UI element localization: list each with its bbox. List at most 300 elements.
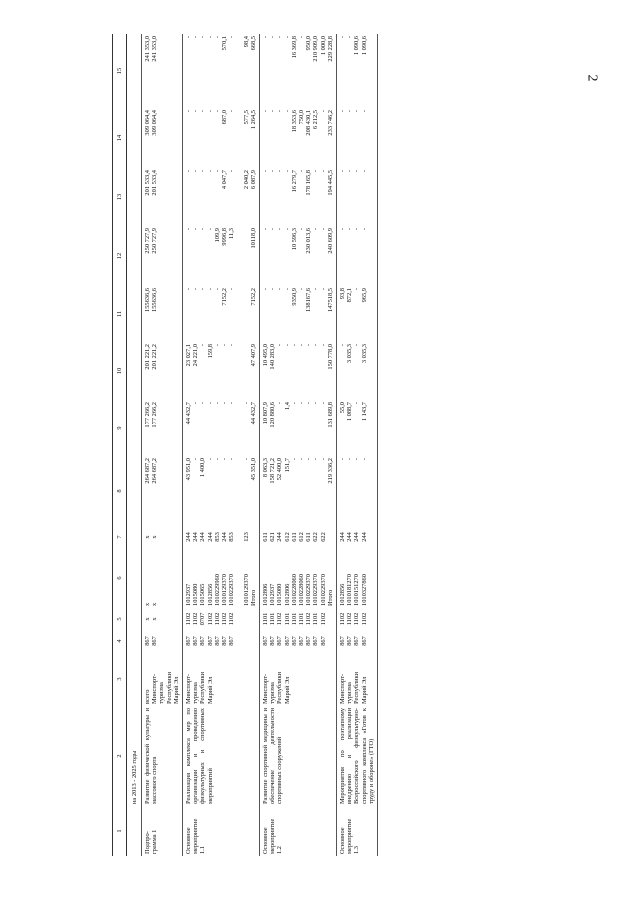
col-10-amount-line	[243, 344, 250, 398]
column-number-row	[113, 34, 127, 856]
col-14-amount	[260, 108, 337, 168]
activity-1-3-row	[337, 34, 378, 856]
col-12-amount-line: -	[298, 228, 306, 231]
rotated-table-wrapper	[112, 34, 532, 856]
col-15-amount-line: 1 090,6	[360, 36, 368, 56]
col-8-amount	[337, 456, 378, 526]
col-6-article-line	[235, 550, 242, 606]
col-11-amount-line: -	[276, 288, 284, 291]
col-5-section-line: 1101	[312, 612, 320, 626]
column-number-cell: 15	[113, 34, 127, 108]
col-11-amount-line: -	[312, 288, 320, 291]
col-10-amount-line: -	[298, 344, 306, 347]
col-10-amount-line	[235, 344, 242, 398]
col-7-type-line: 244	[360, 532, 368, 542]
col-10-amount-line: -	[221, 344, 229, 347]
col-7-type-line: 611	[305, 532, 313, 542]
col-11-amount	[183, 286, 260, 342]
col-4-code-line: 867	[283, 636, 291, 646]
col-5-section-line: 1101	[262, 612, 270, 626]
col-9-amount-line: 120 880,6	[269, 402, 277, 428]
col-6-article-line: 1012806	[283, 583, 291, 606]
col-5-section-line: 1102	[228, 612, 236, 626]
col-14-amount-line: -	[283, 110, 291, 113]
col-13-amount-line: 4 047,7	[221, 170, 229, 190]
col-8-amount-line: 264 687,2	[144, 458, 151, 484]
col-7-type-line: 622	[319, 532, 327, 542]
column-number-cell: 3	[113, 652, 127, 706]
col-15-amount-line: -	[185, 36, 193, 39]
col-12-amount-line	[243, 228, 250, 284]
col-14-amount-line: -	[276, 110, 284, 113]
col-10-amount-line: -	[353, 344, 361, 347]
col-9-amount-line: 177 266,2	[151, 402, 159, 428]
col-15-amount-line	[235, 36, 242, 106]
col-14-amount-line: -	[360, 110, 368, 113]
col-1-label-text: Подпро- грамма 1	[144, 829, 159, 854]
col-6-article-line: 1010181270	[346, 574, 354, 606]
col-15-amount-line: 241 353,0	[144, 36, 151, 62]
col-1-label	[183, 806, 260, 856]
col-6-article-line: 1012856	[206, 583, 214, 606]
col-10-amount	[183, 342, 260, 400]
col-4-code-line: 867	[221, 636, 229, 646]
col-5-section-line: 1102	[185, 612, 193, 626]
col-15-amount-line: 1 090,6	[353, 36, 361, 56]
col-15-amount-line: 570,1	[221, 36, 229, 51]
col-8-amount-line: -	[242, 458, 250, 461]
col-8-amount	[260, 456, 337, 526]
col-7-type-line: 123	[242, 532, 250, 542]
col-11-amount	[337, 286, 378, 342]
col-12-amount-line: -	[339, 228, 347, 231]
col-9-amount-line: -	[353, 402, 361, 405]
total-amount: 45 351,0	[249, 458, 257, 481]
col-6-article-line: 1015080	[276, 583, 284, 606]
column-number-cell: 4	[113, 630, 127, 652]
col-7-type-line: 244	[353, 532, 361, 542]
col-7-type-line: 244	[192, 532, 200, 542]
col-4-code-line: 867	[151, 636, 159, 646]
col-10-amount-line: -	[199, 344, 207, 347]
col-11-amount-line: -	[228, 288, 236, 291]
col-1-label-text: Основное мероприятие 1.2	[262, 818, 284, 854]
col-7-type	[142, 526, 183, 548]
col-14-amount	[142, 108, 183, 168]
col-2-name	[183, 706, 260, 806]
col-13-amount	[183, 168, 260, 226]
col-4-code-line: 867	[298, 636, 306, 646]
col-5-section-line: 1102	[192, 612, 200, 626]
col-6-article-line: 1015080	[192, 583, 200, 606]
col-13-amount-line: -	[339, 170, 347, 173]
col-15-amount-line: -	[262, 36, 270, 39]
col-4-code-line: 867	[228, 636, 236, 646]
col-13-amount-line: -	[283, 170, 291, 173]
column-number-cell: 7	[113, 526, 127, 548]
col-12-amount-line: -	[312, 228, 320, 231]
col-11-amount-line: 138167,6	[305, 288, 313, 312]
col-13-amount	[260, 168, 337, 226]
col-6-article-line: 1010229370	[228, 574, 236, 606]
col-13-amount-line: -	[353, 170, 361, 173]
col-8-amount-line: 43 951,0	[185, 458, 193, 481]
col-6-article	[183, 548, 260, 608]
col-5-section-line: 1101	[283, 612, 291, 626]
col-12-amount-line: -	[206, 228, 214, 231]
col-13-amount-line: -	[312, 170, 320, 173]
activity-1-1-row	[183, 34, 260, 856]
col-14-amount-line: -	[206, 110, 214, 113]
col-12-amount-line	[235, 228, 242, 284]
col-6-article-line: 1010129370	[242, 574, 250, 606]
col-5-section-line: х	[151, 617, 159, 621]
col-11-amount-line: -	[262, 288, 270, 291]
col-13-amount-line: -	[346, 170, 354, 173]
col-14-amount-line	[235, 110, 242, 166]
col-5-section-line: 1101	[298, 612, 306, 626]
column-number-cell: 5	[113, 608, 127, 630]
col-6-article-line: 1010327860	[360, 574, 368, 606]
col-8-amount-line: 52 400,0	[276, 458, 284, 481]
col-12-amount-line: 230 013,6	[305, 228, 313, 254]
col-7-type-line: 244	[221, 532, 229, 542]
col-14-amount-line: -	[353, 110, 361, 113]
total-amount: 47 407,9	[249, 344, 257, 367]
col-9-amount	[337, 400, 378, 456]
col-6-article	[142, 548, 183, 608]
col-15-amount-line: 16 369,8	[290, 36, 298, 59]
col-12-amount-line: -	[185, 228, 193, 231]
col-4-code-line: 867	[360, 636, 368, 646]
col-8-amount-line	[235, 458, 242, 524]
col-8-amount-line: -	[305, 458, 313, 461]
column-number-cell: 2	[113, 706, 127, 806]
itogo-label: Итого	[326, 589, 334, 606]
col-13-amount-line: 16 279,7	[290, 170, 298, 193]
col-5-section-line: 1101	[290, 612, 298, 626]
col-12-amount-line: -	[360, 228, 368, 231]
col-8-amount-line: -	[290, 458, 298, 461]
col-15-amount	[142, 34, 183, 108]
col-15-amount-line: -	[339, 36, 347, 39]
col-9-amount-line: -	[199, 402, 207, 405]
col-4-code-line: 867	[144, 636, 151, 646]
col-4-code-line: 867	[213, 636, 221, 646]
col-15-amount-line: -	[213, 36, 221, 39]
col-5-section	[337, 608, 378, 630]
col-10-amount-line: -	[319, 344, 327, 347]
col-6-article-line: х	[151, 602, 159, 606]
col-4-code-line: 867	[346, 636, 354, 646]
col-12-amount-line: 250 727,9	[144, 228, 151, 254]
col-11-amount-line: -	[269, 288, 277, 291]
col-4-code-line: 867	[262, 636, 270, 646]
col-8-amount-line: -	[339, 458, 347, 461]
col-13-amount-line: -	[213, 170, 221, 173]
col-12-amount-line: -	[346, 228, 354, 231]
col-8-amount-line: -	[346, 458, 354, 461]
col-3-executor	[142, 652, 183, 706]
col-15-amount-line: 950,0	[305, 36, 313, 51]
col-14-amount-line: -	[339, 110, 347, 113]
col-15-amount-line: -	[346, 36, 354, 39]
col-11-amount-line: 872,1	[346, 288, 354, 303]
col-6-article	[260, 548, 337, 608]
col-1-label-text: Основное мероприятие 1.3	[339, 818, 361, 854]
col-12-amount-line: 109,9	[213, 228, 221, 243]
col-5-section	[260, 608, 337, 630]
col-15-amount	[183, 34, 260, 108]
col-7-type-line: 244	[276, 532, 284, 542]
col-11-amount-line	[235, 288, 242, 340]
col-14-amount	[337, 108, 378, 168]
col-8-amount-line: -	[213, 458, 221, 461]
total-amount: 233 746,2	[326, 110, 334, 136]
col-12-amount	[337, 226, 378, 286]
col-6-article-line: 1010129370	[221, 574, 229, 606]
col-6-article-line: 1010229370	[312, 574, 320, 606]
col-13-amount-line: -	[185, 170, 193, 173]
col-6-article-line: 1012937	[269, 583, 277, 606]
col-4-code-line: 867	[206, 636, 214, 646]
col-8-amount-line: -	[206, 458, 214, 461]
col-11-amount-line: -	[298, 288, 306, 291]
col-4-code-line: 867	[312, 636, 320, 646]
col-15-amount-line: -	[298, 36, 306, 39]
col-12-amount-line: -	[192, 228, 200, 231]
col-8-amount-line: 264 687,2	[151, 458, 159, 484]
col-14-amount-line: -	[319, 110, 327, 113]
col-9-amount-line: -	[312, 402, 320, 405]
col-6-article-line: 1010229960	[213, 574, 221, 606]
col-6-article-line: 1012856	[339, 583, 347, 606]
col-6-article-line: 1010229370	[319, 574, 327, 606]
column-number-cell: 9	[113, 400, 127, 456]
col-8-amount-line: 151,7	[283, 458, 291, 473]
col-7-type-line: 612	[298, 532, 306, 542]
col-3-executor	[260, 652, 337, 706]
col-4-code-line: 867	[290, 636, 298, 646]
col-4-code-line: 867	[353, 636, 361, 646]
total-amount: 10118,0	[249, 228, 257, 249]
col-13-amount-line: -	[269, 170, 277, 173]
col-9-amount-line: -	[298, 402, 306, 405]
col-9-amount-line: 44 432,7	[185, 402, 193, 425]
col-7-type	[260, 526, 337, 548]
column-number-cell: 8	[113, 456, 127, 526]
col-10-amount-line: -	[228, 344, 236, 347]
col-12-amount	[183, 226, 260, 286]
col-8-amount-line: -	[298, 458, 306, 461]
col-7-type-line: 244	[199, 532, 207, 542]
col-2-name-text: Развитие физической культуры и массового спорта	[144, 708, 159, 804]
col-8-amount-line: 8 063,3	[262, 458, 270, 478]
col-9-amount-line: -	[221, 402, 229, 405]
col-4-code-line: 867	[305, 636, 313, 646]
col-11-amount-line: 155636,6	[151, 288, 159, 312]
period-row	[127, 34, 142, 856]
col-10-amount-line: -	[339, 344, 347, 347]
page-number: 2	[584, 74, 600, 82]
col-4-code-line: 867	[276, 636, 284, 646]
col-8-amount-line: -	[221, 458, 229, 461]
col-9-amount-line: 10 807,9	[262, 402, 270, 425]
col-8-amount-line: 1 400,0	[199, 458, 207, 478]
col-4-code-line: 867	[269, 636, 277, 646]
col-14-amount-line: -	[346, 110, 354, 113]
col-6-article-line: 1010228060	[290, 574, 298, 606]
col-7-type-line: х	[144, 535, 151, 539]
col-15-amount	[337, 34, 378, 108]
column-number-cell: 14	[113, 108, 127, 168]
total-amount: 240 609,9	[326, 228, 334, 254]
col-8-amount	[183, 456, 260, 526]
col-5-section-line: 1102	[206, 612, 214, 626]
col-15-amount-line: -	[283, 36, 291, 39]
col-10-amount-line: 10 495,0	[262, 344, 270, 367]
col-14-amount-line: 687,0	[221, 110, 229, 125]
col-15-amount-line: 241 353,0	[151, 36, 159, 62]
budget-table	[112, 34, 378, 856]
total-amount: 7152,2	[249, 288, 257, 306]
col-7-type	[183, 526, 260, 548]
col-9-amount-line	[235, 402, 242, 454]
col-6-article-line: 1015065	[199, 583, 207, 606]
col-13-amount-line: -	[206, 170, 214, 173]
col-10-amount-line: 3 035,3	[360, 344, 368, 364]
col-5-section-line: 1102	[339, 612, 347, 626]
col-5-section-line: 1101	[269, 612, 277, 626]
col-5-section-line: 0707	[199, 612, 207, 626]
col-8-amount-line: 158 721,2	[269, 458, 277, 484]
total-amount: 131 689,8	[326, 402, 334, 428]
col-11-amount-line: -	[353, 288, 361, 291]
col-7-type-line: 611	[290, 532, 298, 542]
col-14-amount-line: -	[228, 110, 236, 113]
col-13-amount	[337, 168, 378, 226]
col-8-amount-line: -	[319, 458, 327, 461]
col-14-amount-line: -	[199, 110, 207, 113]
col-13-amount-line: 178 165,8	[305, 170, 313, 196]
col-10-amount-line: 3 035,3	[346, 344, 354, 364]
col-10-amount-line: 140 283,0	[269, 344, 277, 370]
col-14-amount-line: 750,0	[298, 110, 306, 125]
col-14-amount-line: -	[185, 110, 193, 113]
col-15-amount-line: -	[269, 36, 277, 39]
col-2-name	[337, 706, 378, 806]
col-2-name	[260, 706, 337, 806]
col-7-type-line: 853	[213, 532, 221, 542]
col-12-amount-line: -	[269, 228, 277, 231]
col-13-amount-line: -	[319, 170, 327, 173]
col-10-amount-line: -	[213, 344, 221, 347]
col-5-section-line: 1102	[319, 612, 327, 626]
col-5-section-line: 1102	[305, 612, 313, 626]
col-1-label	[142, 806, 183, 856]
col-9-amount	[183, 400, 260, 456]
col-13-amount-line: -	[192, 170, 200, 173]
col-9-amount-line: -	[290, 402, 298, 405]
col-15-amount-line: -	[276, 36, 284, 39]
col-7-type-line: 853	[228, 532, 236, 542]
col-10-amount-line: 201 221,2	[144, 344, 151, 370]
col-9-amount-line: 177 266,2	[144, 402, 151, 428]
col-10-amount-line: 201 221,2	[151, 344, 159, 370]
activity-1-2-row	[260, 34, 337, 856]
col-7-type-line: 611	[262, 532, 270, 542]
col-15-amount	[260, 34, 337, 108]
col-10-amount-line: -	[283, 344, 291, 347]
col-10-amount-line: -	[290, 344, 298, 347]
column-number-cell: 6	[113, 548, 127, 608]
col-13-amount-line: 2 040,2	[242, 170, 250, 190]
col-15-amount-line: 210 909,0	[312, 36, 320, 62]
total-amount: 1 264,5	[249, 110, 257, 130]
col-2-name-text: Реализация комплекса мер по организации и проведению физкультурных и спортивных мероприятий	[185, 708, 214, 804]
col-15-amount-line: 1 000,0	[319, 36, 327, 56]
col-6-article-line: х	[144, 602, 151, 606]
col-3-executor	[337, 652, 378, 706]
col-13-amount-line	[235, 170, 242, 224]
col-14-amount-line: -	[262, 110, 270, 113]
col-9-amount-line: -	[206, 402, 214, 405]
col-7-type-line: 621	[269, 532, 277, 542]
col-11-amount-line: -	[199, 288, 207, 291]
col-15-amount-line: -	[228, 36, 236, 39]
col-9-amount-line: -	[242, 402, 250, 405]
col-13-amount-line: 201 533,4	[151, 170, 159, 196]
col-10-amount-line: -	[276, 344, 284, 347]
col-9-amount-line: 1 088,7	[346, 402, 354, 422]
col-14-amount-line: -	[192, 110, 200, 113]
col-8-amount-line: -	[192, 458, 200, 461]
col-12-amount-line: -	[262, 228, 270, 231]
col-12-amount-line: 9996,8	[221, 228, 229, 246]
total-amount: 44 432,7	[249, 402, 257, 425]
col-11-amount-line: 965,9	[360, 288, 368, 303]
col-3-executor-text: Минспорт- туризма Республики Марий Эл	[185, 671, 214, 704]
col-6-article-line: 1012937	[185, 583, 193, 606]
col-9-amount-line: -	[213, 402, 221, 405]
col-9-amount-line: 55,0	[339, 402, 347, 414]
col-7-type-line: 244	[206, 532, 214, 542]
col-11-amount-line: 93,8	[339, 288, 347, 300]
col-11-amount-line: -	[206, 288, 214, 291]
total-amount: 6 087,9	[249, 170, 257, 190]
column-number-cell: 10	[113, 342, 127, 400]
col-10-amount	[260, 342, 337, 400]
col-4-code-line: 867	[185, 636, 193, 646]
col-12-amount-line: -	[199, 228, 207, 231]
col-14-amount-line: 18 353,6	[290, 110, 298, 133]
col-4-code-line: 867	[339, 636, 347, 646]
col-1-label-text: Основное мероприятие 1.1	[185, 818, 207, 854]
col-9-amount-line: -	[305, 402, 313, 405]
col-8-amount-line: -	[360, 458, 368, 461]
col-10-amount-line: 24 221,0	[192, 344, 200, 367]
col-8-amount	[142, 456, 183, 526]
col-10-amount-line: 23 027,1	[185, 344, 193, 367]
col-4-code-line: 867	[199, 636, 207, 646]
col-7-type-line: 244	[346, 532, 354, 542]
total-amount: 194 445,5	[326, 170, 334, 196]
col-1-label	[337, 806, 378, 856]
col-9-amount	[260, 400, 337, 456]
col-15-amount-line: -	[206, 36, 214, 39]
col-11-amount	[260, 286, 337, 342]
col-7-type-line: 244	[185, 532, 193, 542]
